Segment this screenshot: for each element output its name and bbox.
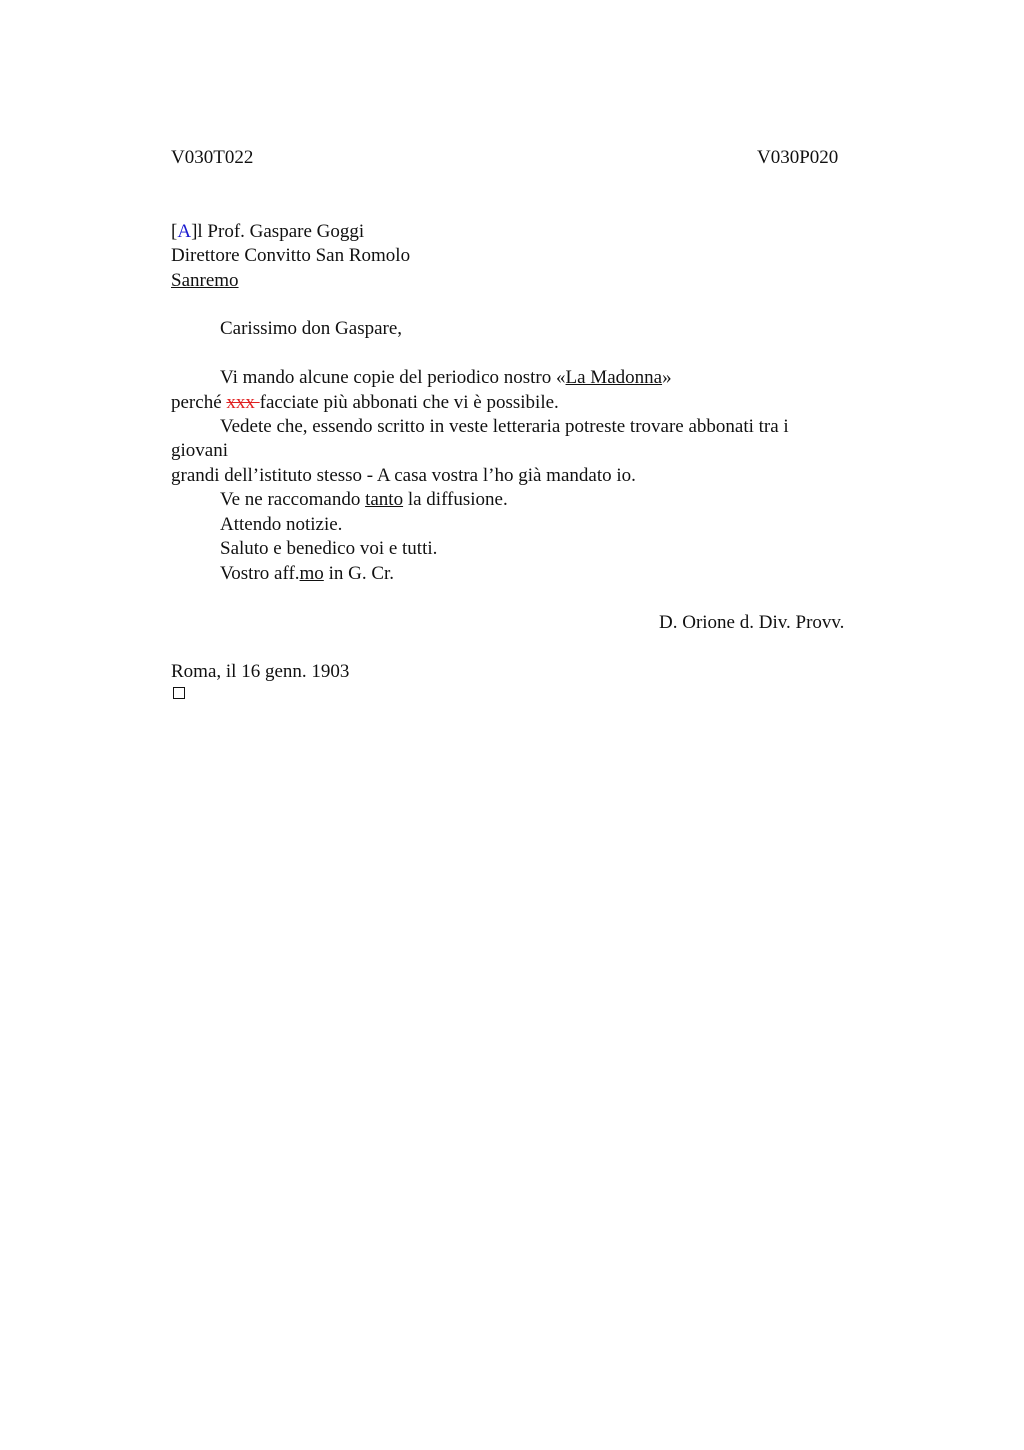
paragraph-4: Attendo notizie. (220, 514, 343, 535)
p1b-after: facciate più abbonati che vi è possibile. (259, 392, 559, 413)
bracket-open: [ (171, 221, 178, 242)
periodical-title: La Madonna (565, 367, 663, 388)
paragraph-2-line-3: grandi dell’istituto stesso - A casa vostra l’ho già mandato io. (171, 465, 636, 486)
paragraph-1-line-1 (220, 366, 672, 390)
date-line: Roma, il 16 genn. 1903 (171, 661, 350, 682)
right-code: V030P020 (757, 147, 839, 168)
address-city: Sanremo (171, 270, 239, 291)
paragraph-1-line-2 (171, 391, 559, 415)
checkbox-icon (173, 687, 185, 699)
closing-abbrev: mo (299, 563, 324, 584)
p3-before: Ve ne raccomando (220, 489, 366, 510)
paragraph-5: Saluto e benedico voi e tutti. (220, 538, 438, 559)
p3-emphasis: tanto (365, 489, 404, 510)
bracket-letter: A (177, 221, 192, 242)
paragraph-2-line-1: Vedete che, essendo scritto in veste letteraria potreste trovare abbonati tra i (220, 416, 789, 437)
signature: D. Orione d. Div. Provv. (659, 612, 845, 633)
closing-after: in G. Cr. (323, 563, 395, 584)
p1-before: Vi mando alcune copie del periodico nostro « (220, 367, 566, 388)
salutation: Carissimo don Gaspare, (220, 318, 403, 339)
address-line-2: Direttore Convitto San Romolo (171, 245, 411, 266)
p1b-before: perché (171, 392, 227, 413)
p3-after: la diffusione. (403, 489, 508, 510)
left-code: V030T022 (171, 147, 254, 168)
deleted-text: xxx (226, 392, 260, 413)
closing-before: Vostro aff. (220, 563, 300, 584)
paragraph-3 (220, 488, 508, 512)
p1-after: » (662, 367, 672, 388)
address-recipient (171, 220, 364, 244)
paragraph-2-line-2: giovani (171, 440, 228, 461)
recipient-name: ]l Prof. Gaspare Goggi (191, 221, 365, 242)
closing-line (220, 562, 394, 586)
